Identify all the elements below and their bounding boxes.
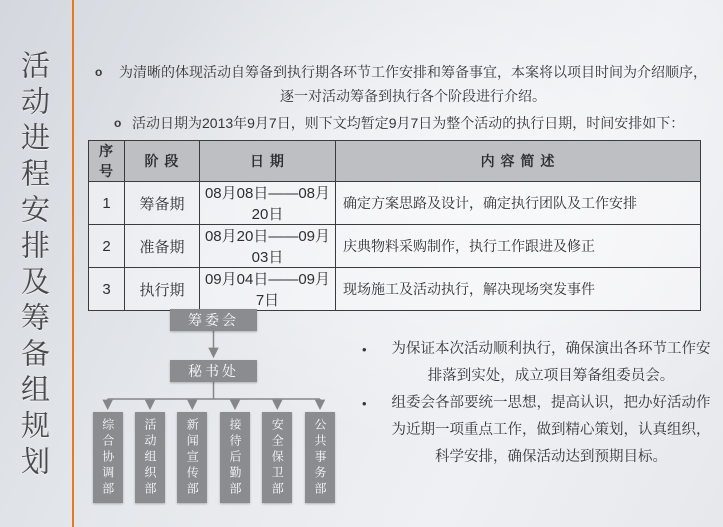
org-box-department: 安全保卫部: [262, 412, 292, 503]
cell-number: 3: [89, 268, 125, 311]
org-box-department: 接待后勤部: [220, 412, 250, 503]
cell-number: 1: [89, 182, 125, 225]
notes-bullet-list: [350, 336, 716, 471]
cell-date: 09月04日——09月7日: [200, 268, 336, 311]
cell-phase: 准备期: [125, 225, 200, 268]
bullet-circle-icon: o: [95, 65, 103, 79]
sidebar: [0, 0, 72, 527]
bullet-circle-icon: o: [114, 116, 122, 130]
cell-summary: 确定方案思路及设计，确定执行团队及工作安排: [336, 182, 701, 225]
note-bullet-text: 为保证本次活动顺利执行，确保演出各环节工作安排落到实处，成立项目筹备组委员会。: [391, 341, 711, 384]
org-box-secretariat: 秘书处: [170, 360, 257, 382]
org-box-department: 公共事务部: [305, 412, 335, 503]
accent-divider-line: [72, 0, 74, 527]
col-header-phase: 阶 段: [125, 141, 200, 182]
bullet-dot-icon: •: [362, 396, 367, 411]
note-bullet-item: [350, 390, 716, 471]
bullet-dot-icon: •: [362, 342, 367, 357]
org-box-committee: 筹委会: [170, 309, 257, 331]
cell-date: 08月08日——08月20日: [200, 182, 336, 225]
col-header-date: 日 期: [200, 141, 336, 182]
note-bullet-text: 组委会各部要统一思想，提高认识，把办好活动作为近期一项重点工作，做到精心策划，认真组织，科学安排，确保活动达到预期目标。: [391, 395, 711, 465]
org-box-department: 活动组织部: [135, 412, 165, 503]
table-row: [89, 182, 701, 225]
slide-vertical-title: 活动进程安排及筹备组规划: [17, 50, 49, 482]
cell-date: 08月20日——09月03日: [200, 225, 336, 268]
schedule-table: [88, 140, 701, 311]
cell-number: 2: [89, 225, 125, 268]
org-chart: [90, 308, 340, 508]
cell-phase: 筹备期: [125, 182, 200, 225]
intro-bullet-item: [88, 60, 712, 108]
org-chart-connectors: [90, 308, 340, 508]
cell-phase: 执行期: [125, 268, 200, 311]
cell-summary: 现场施工及活动执行，解决现场突发事件: [336, 268, 701, 311]
col-header-number: 序号: [89, 141, 125, 182]
cell-summary: 庆典物料采购制作，执行工作跟进及修正: [336, 225, 701, 268]
table-row: [89, 225, 701, 268]
intro-bullet-text: 活动日期为2013年9月7日，则下文均暂定9月7日为整个活动的执行日期，时间安排如下：: [132, 115, 685, 131]
table-header-row: [89, 141, 701, 182]
col-header-summary: 内 容 简 述: [336, 141, 701, 182]
note-bullet-item: [350, 336, 716, 390]
org-box-department: 综合协调部: [93, 412, 123, 503]
intro-bullet-text: 为清晰的体现活动自筹备到执行期各环节工作安排和筹备事宜，本案将以项目时间为介绍顺序，逐一对活动筹备到执行各个阶段进行介绍。: [119, 64, 707, 104]
intro-bullet-item: [88, 111, 712, 135]
intro-bullet-list: [88, 60, 712, 135]
table-row: [89, 268, 701, 311]
org-box-department: 新闻宣传部: [177, 412, 207, 503]
